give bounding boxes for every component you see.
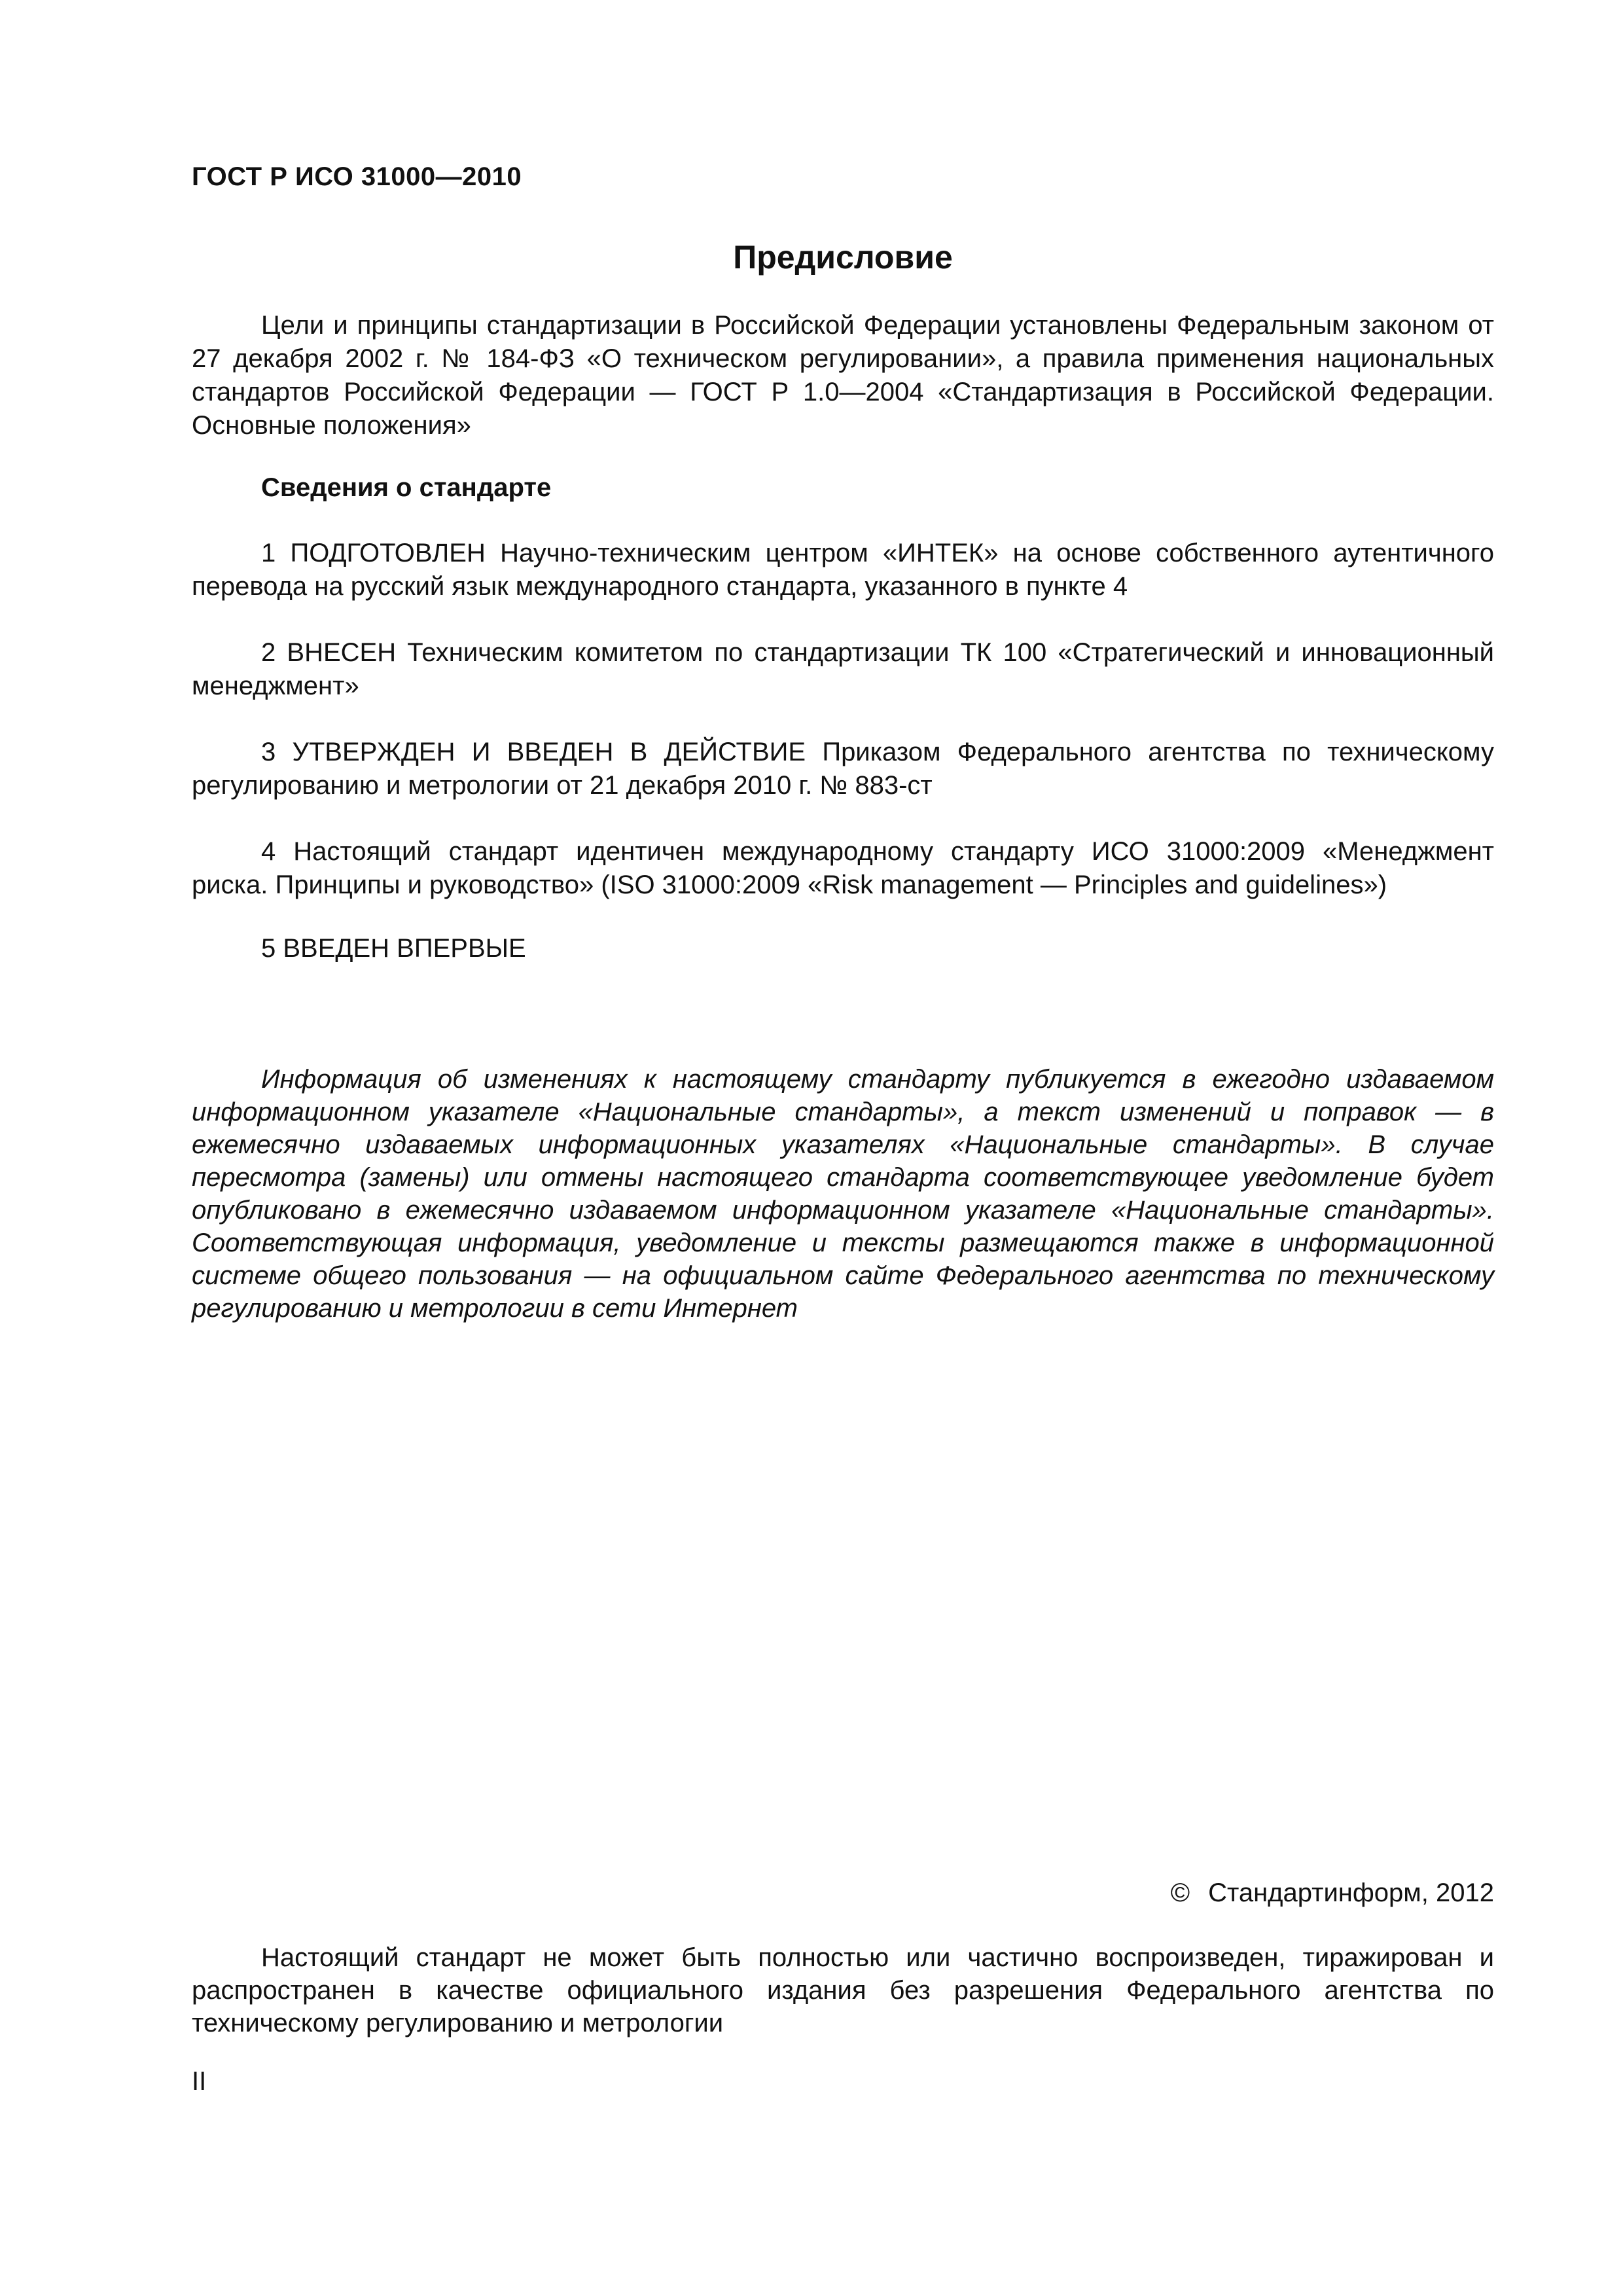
page-title: Предисловие [733, 239, 953, 276]
section-heading-block [192, 471, 1494, 505]
item-1-block [192, 537, 1494, 603]
copyright-icon: © [1170, 1878, 1190, 1907]
item-2-paragraph: 2 ВНЕСЕН Техническим комитетом по стандартизации ТК 100 «Стратегический и инновационный менеджмент» [192, 638, 1494, 700]
page-number: II [192, 2067, 207, 2096]
item-4-paragraph: 4 Настоящий стандарт идентичен международному стандарту ИСО 31000:2009 «Менеджмент риска. Принципы и руководство» (ISO 31000:2009 «Risk management — Principles and guidelines») [192, 837, 1494, 899]
item-3-block [192, 736, 1494, 802]
item-1-paragraph: 1 ПОДГОТОВЛЕН Научно-техническим центром «ИНТЕК» на основе собственного аутентичного перевода на русский язык международного стандарта, указанного в пункте 4 [192, 539, 1494, 601]
item-5-block [192, 932, 1494, 965]
item-5-paragraph: 5 ВВЕДЕН ВПЕРВЫЕ [261, 934, 526, 963]
info-notice-paragraph: Информация об изменениях к настоящему стандарту публикуется в ежегодно издаваемом информационном указателе «Национальные стандарты», а текст изменений и поправок — в ежемесячно издаваемых информационных указателях «Национальные стандарты». В случае пересмотра (замены) или отмены настоящего стандарта соответствующее уведомление будет опубликовано в ежемесячно издаваемом информационном указателе «Национальные стандарты». Соответствующая информация, уведомление и тексты размещаются также в информационной системе общего пользования — на официальном сайте Федерального агентства по техническому регулированию и метрологии в сети Интернет [192, 1065, 1494, 1323]
section-heading: Сведения о стандарте [261, 473, 552, 502]
reproduction-notice-paragraph: Настоящий стандарт не может быть полностью или частично воспроизведен, тиражирован и распространен в качестве официального издания без разрешения Федерального агентства по техническому регулированию и метрологии [192, 1943, 1494, 2037]
reproduction-notice-block [192, 1941, 1494, 2039]
item-3-paragraph: 3 УТВЕРЖДЕН И ВВЕДЕН В ДЕЙСТВИЕ Приказом Федерального агентства по техническому регулированию и метрологии от 21 декабря 2010 г. № 883-ст [192, 738, 1494, 800]
info-notice-block [192, 1063, 1494, 1325]
document-code-header: ГОСТ Р ИСО 31000—2010 [192, 162, 522, 191]
item-2-block [192, 636, 1494, 703]
intro-paragraph: Цели и принципы стандартизации в Российской Федерации установлены Федеральным законом от 27 декабря 2002 г. № 184-ФЗ «О техническом регулировании», а правила применения национальных стандартов Российской Федерации — ГОСТ Р 1.0—2004 «Стандартизация в Российской Федерации. Основные положения» [192, 311, 1494, 440]
item-4-block [192, 835, 1494, 902]
copyright-line [1171, 1878, 1494, 1908]
intro-block [192, 309, 1494, 442]
copyright-text: Стандартинформ, 2012 [1208, 1878, 1494, 1907]
